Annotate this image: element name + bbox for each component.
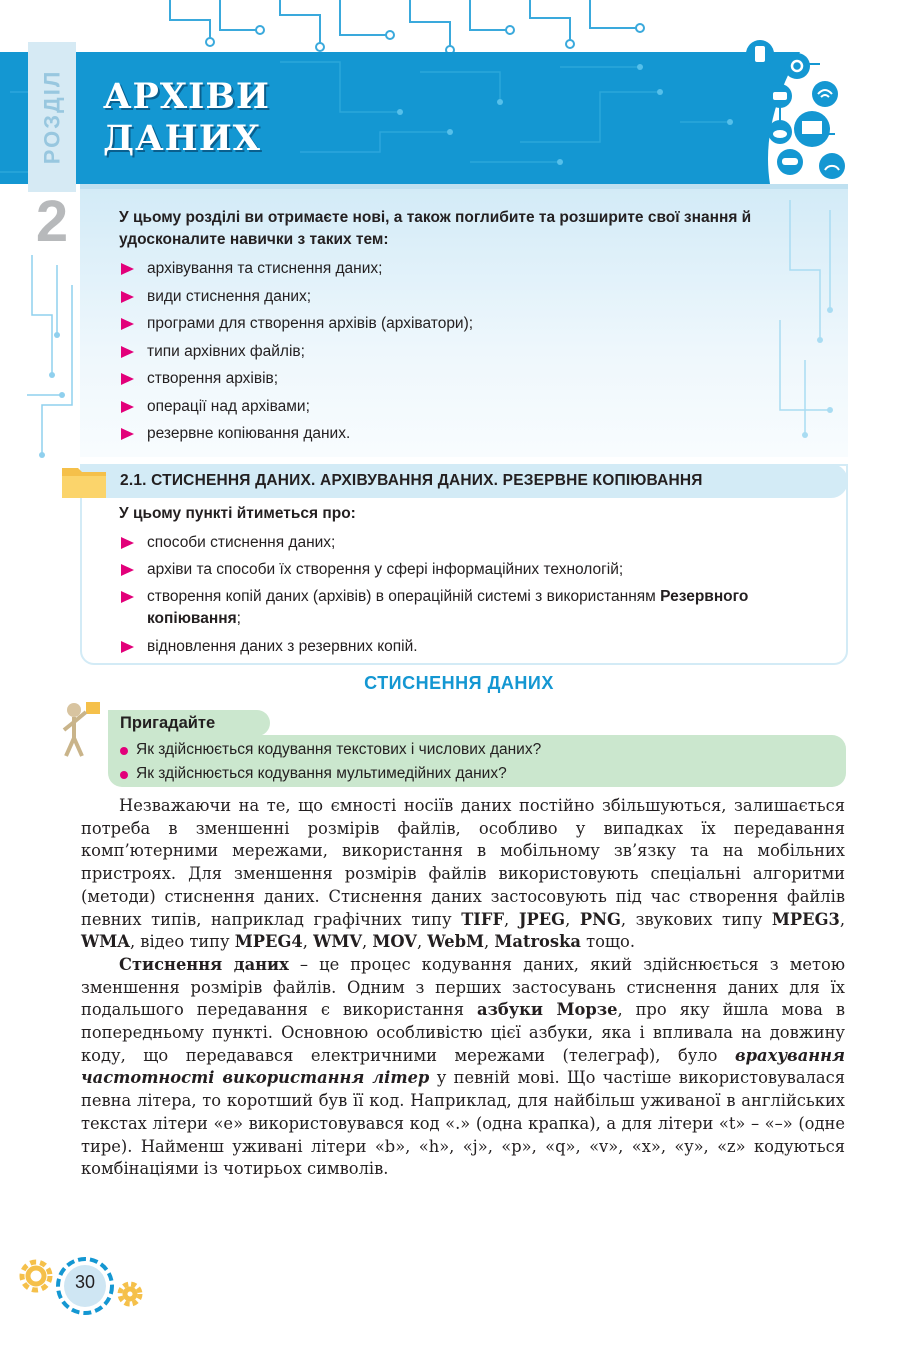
list-item: типи архівних файлів; — [119, 338, 824, 366]
circuit-decoration — [150, 0, 670, 55]
chapter-number: 2 — [35, 189, 69, 254]
list-item: резервне копіювання даних. — [119, 420, 824, 448]
bullet-triangle-icon — [121, 346, 134, 358]
bullet-triangle-icon — [121, 428, 134, 440]
thinking-figure-icon — [52, 698, 102, 758]
intro-topic-list — [119, 255, 824, 448]
side-circuit-decoration — [22, 255, 82, 465]
paragraph: Незважаючи на те, що ємності носіїв даних постійно збільшуються, залишається потреба в зменшенні розмірів файлів, особливо у випадках їх передавання комп’ютерними мережами, використання в мобільному зв’язку та на мобільних пристроях. Для зменшення розмірів файлів використовують спеціальні алгоритми (методи) стиснення даних. Стиснення даних застосовують під час створення файлів певних типів, наприклад графічних типу TIFF, JPEG, PNG, звукових типу MPEG3, WMA, відео типу MPEG4, WMV, MOV, WebM, Matroska тощо. — [81, 796, 845, 952]
section-subtitle: У цьому пункті йтиметься про: — [119, 505, 356, 522]
section-topic-list — [119, 529, 831, 660]
list-item: способи стиснення даних; — [119, 529, 831, 556]
list-item: програми для створення архівів (архіватори); — [119, 310, 824, 338]
bullet-triangle-icon — [121, 564, 134, 576]
bullet-triangle-icon — [121, 318, 134, 330]
bullet-dot-icon — [120, 771, 128, 779]
chapter-title — [103, 76, 403, 160]
bullet-triangle-icon — [121, 401, 134, 413]
bullet-triangle-icon — [121, 641, 134, 653]
list-item: архіви та способи їх створення у сфері інформаційних технологій; — [119, 556, 831, 583]
folder-icon — [60, 462, 108, 500]
paragraph: Стиснення даних – це процес кодування даних, який здійснюється з метою зменшення розмірів файлів. Одним з перших застосувань стиснення даних для їх подальшого передавання є використання азбуки Морзе, про яку йшла мова в попередньому пункті. Основною особливістю цієї азбуки, яка і впливала на довжину коду, що передавався електричними мережами (телеграф), було врахування частотності використання літер у певній мові. Що частіше використовувалася певна літера, то коротший був її код. Наприклад, для найбільш уживаної в англійських текстах літери «e» використовувався код «.» (одна крапка), а для літери «t» – «–» (одне тире). Найменш уживані літери «b», «h», «j», «p», «q», «v», «x», «y», «z» кодуються комбінаціями із чотирьох символів. — [81, 954, 845, 1179]
list-item: створення архівів; — [119, 365, 824, 393]
bullet-triangle-icon — [121, 537, 134, 549]
list-item: Як здійснюється кодування мультимедійних даних? — [120, 762, 541, 786]
bullet-triangle-icon — [121, 373, 134, 385]
remember-list — [120, 738, 541, 786]
list-item: відновлення даних з резервних копій. — [119, 633, 831, 660]
intro-lead: У цьому розділі ви отримаєте нові, а також поглибите та розширите свої знання й удосконалите навички з таких тем: — [119, 209, 752, 248]
section-header — [80, 464, 848, 498]
list-item: операції над архівами; — [119, 393, 824, 421]
remember-label: Пригадайте — [120, 714, 216, 732]
bullet-triangle-icon — [121, 591, 134, 603]
chapter-title-line2: ДАНИХ — [103, 118, 261, 159]
tech-icons-cluster — [740, 34, 850, 184]
page-number: 30 — [74, 1272, 96, 1292]
body-text — [81, 795, 845, 1181]
bullet-dot-icon — [120, 747, 128, 755]
bullet-triangle-icon — [121, 291, 134, 303]
subheading: СТИСНЕННЯ ДАНИХ — [364, 673, 554, 693]
list-item: Як здійснюється кодування текстових і числових даних? — [120, 738, 541, 762]
chapter-side-tab — [28, 42, 76, 192]
list-item: створення копій даних (архівів) в операційній системі з використанням Резервного копіювання; — [119, 583, 831, 633]
list-item: архівування та стиснення даних; — [119, 255, 824, 283]
chapter-title-line1: АРХІВИ — [103, 76, 271, 117]
remember-label-tab — [108, 710, 270, 736]
section-title: 2.1. СТИСНЕННЯ ДАНИХ. АРХІВУВАННЯ ДАНИХ. РЕЗЕРВНЕ КОПІЮВАННЯ — [120, 472, 703, 489]
chapter-side-label: РОЗДІЛ — [39, 69, 64, 165]
gear-icon — [784, 53, 810, 79]
list-item: види стиснення даних; — [119, 283, 824, 311]
bullet-triangle-icon — [121, 263, 134, 275]
